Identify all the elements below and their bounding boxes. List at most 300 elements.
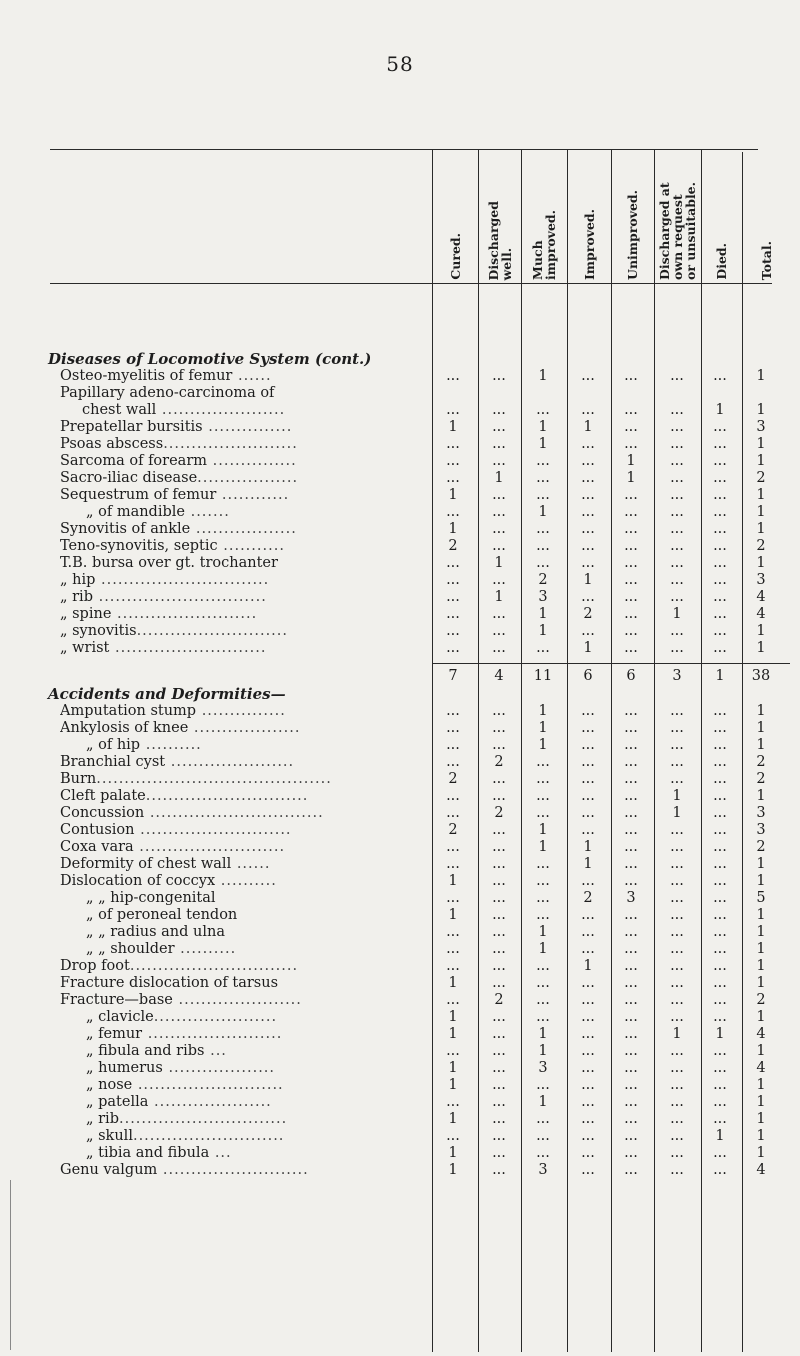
cell-discharged_request: ... xyxy=(670,1077,684,1093)
cell-unimproved: ... xyxy=(624,368,638,384)
cell-discharged_well: ... xyxy=(492,487,506,503)
cell-much_improved: ... xyxy=(536,958,550,974)
cell-much_improved: ... xyxy=(536,975,550,991)
column-header-cured xyxy=(432,152,478,280)
row-label-text: „ rib xyxy=(86,1111,119,1127)
cell-total: 1 xyxy=(756,1043,766,1059)
leader-dots: ........................... xyxy=(109,640,267,656)
row-label-text: „ „ shoulder xyxy=(86,941,175,957)
cell-discharged_well: ... xyxy=(492,941,506,957)
row-label-text: Sarcoma of forearm xyxy=(60,453,208,469)
cell-unimproved: ... xyxy=(624,589,638,605)
table-row xyxy=(0,521,800,538)
cell-discharged_request: ... xyxy=(670,504,684,520)
cell-unimproved: ... xyxy=(624,521,638,537)
cell-discharged_request: ... xyxy=(670,958,684,974)
cell-discharged_request: ... xyxy=(670,1094,684,1110)
cell-unimproved: ... xyxy=(624,703,638,719)
cell-discharged_well: ... xyxy=(492,419,506,435)
cell-improved: ... xyxy=(581,720,595,736)
cell-unimproved: 1 xyxy=(626,453,636,469)
table-row xyxy=(0,1111,800,1128)
cell-died: ... xyxy=(713,737,727,753)
cell-unimproved: ... xyxy=(624,1060,638,1076)
row-label xyxy=(60,385,430,402)
cell-improved: ... xyxy=(581,822,595,838)
cell-died: ... xyxy=(713,839,727,855)
cell-total: 4 xyxy=(756,1162,766,1178)
cell-cured: ... xyxy=(446,1128,460,1144)
cell-discharged_well: 2 xyxy=(494,754,504,770)
cell-improved: 2 xyxy=(583,606,593,622)
cell-total: 2 xyxy=(756,992,766,1008)
cell-total: 1 xyxy=(756,975,766,991)
cell-total: 3 xyxy=(756,822,766,838)
cell-cured: 1 xyxy=(448,1060,458,1076)
cell-unimproved: ... xyxy=(624,436,638,452)
cell-improved: ... xyxy=(581,737,595,753)
cell-much_improved: ... xyxy=(536,1077,550,1093)
leader-dots: .......... xyxy=(174,941,237,957)
total-much_improved: 11 xyxy=(533,668,553,684)
cell-cured: 1 xyxy=(448,975,458,991)
row-label xyxy=(86,1145,456,1162)
row-label xyxy=(60,839,430,856)
row-label-text: Prepatellar bursitis xyxy=(60,419,203,435)
cell-improved: ... xyxy=(581,703,595,719)
cell-unimproved: ... xyxy=(624,1043,638,1059)
cell-unimproved: ... xyxy=(624,839,638,855)
cell-discharged_well: ... xyxy=(492,1128,506,1144)
cell-much_improved: 1 xyxy=(538,941,548,957)
cell-improved: 1 xyxy=(583,839,593,855)
table-row xyxy=(0,640,800,657)
column-header-discharged_request xyxy=(654,152,701,280)
cell-improved: ... xyxy=(581,453,595,469)
cell-discharged_well: ... xyxy=(492,1060,506,1076)
cell-died: ... xyxy=(713,368,727,384)
cell-discharged_request: ... xyxy=(670,703,684,719)
leader-dots: .......... xyxy=(215,873,277,889)
table-row xyxy=(0,873,800,890)
row-label xyxy=(60,805,430,822)
cell-total: 1 xyxy=(756,1077,766,1093)
cell-died: ... xyxy=(713,890,727,906)
cell-discharged_well: ... xyxy=(492,839,506,855)
cell-improved: ... xyxy=(581,924,595,940)
row-label xyxy=(86,1128,456,1145)
row-label xyxy=(86,1026,456,1043)
row-label-text: T.B. bursa over gt. trochanter xyxy=(60,555,278,571)
row-label-text: Drop foot xyxy=(60,958,130,974)
cell-much_improved: ... xyxy=(536,1009,550,1025)
cell-total: 3 xyxy=(756,419,766,435)
cell-much_improved: ... xyxy=(536,856,550,872)
cell-total: 1 xyxy=(756,521,766,537)
cell-unimproved: ... xyxy=(624,771,638,787)
cell-cured: 2 xyxy=(448,771,458,787)
cell-discharged_well: ... xyxy=(492,572,506,588)
cell-total: 1 xyxy=(756,1128,766,1144)
cell-discharged_request: 1 xyxy=(672,788,682,804)
cell-improved: ... xyxy=(581,1009,595,1025)
cell-discharged_well: ... xyxy=(492,368,506,384)
row-label xyxy=(60,873,430,890)
leader-dots: .............................. xyxy=(95,572,270,588)
leader-dots: ........................ xyxy=(142,1026,283,1042)
row-label xyxy=(86,1009,456,1026)
cell-improved: 1 xyxy=(583,856,593,872)
row-label xyxy=(60,720,430,737)
cell-improved: ... xyxy=(581,1077,595,1093)
cell-total: 3 xyxy=(756,572,766,588)
cell-discharged_well: ... xyxy=(492,856,506,872)
cell-died: ... xyxy=(713,538,727,554)
table-row xyxy=(0,589,800,606)
cell-cured: ... xyxy=(446,703,460,719)
cell-unimproved: ... xyxy=(624,873,638,889)
row-label-text: „ humerus xyxy=(86,1060,163,1076)
table-row xyxy=(0,754,800,771)
section-title: Diseases of Locomotive System (cont.) xyxy=(48,350,372,368)
cell-died: ... xyxy=(713,1043,727,1059)
cell-died: ... xyxy=(713,606,727,622)
row-label xyxy=(86,1077,456,1094)
cell-unimproved: ... xyxy=(624,419,638,435)
cell-discharged_request: ... xyxy=(670,521,684,537)
cell-total: 2 xyxy=(756,538,766,554)
leader-dots: ............................... xyxy=(144,805,324,821)
cell-total: 1 xyxy=(756,856,766,872)
cell-died: ... xyxy=(713,1077,727,1093)
cell-improved: 1 xyxy=(583,572,593,588)
cell-discharged_request: ... xyxy=(670,771,684,787)
column-header-label: Total. xyxy=(758,240,774,280)
cell-total: 4 xyxy=(756,1026,766,1042)
cell-total: 1 xyxy=(756,487,766,503)
cell-unimproved: ... xyxy=(624,907,638,923)
row-label-text: Branchial cyst xyxy=(60,754,166,770)
row-label xyxy=(86,941,456,958)
row-label-text: „ femur xyxy=(86,1026,143,1042)
cell-unimproved: ... xyxy=(624,856,638,872)
row-label xyxy=(60,487,430,504)
table-row xyxy=(0,385,800,402)
total-improved: 6 xyxy=(583,668,593,684)
leader-dots: .................. xyxy=(197,470,299,486)
table-row xyxy=(0,703,800,720)
cell-discharged_request: ... xyxy=(670,1060,684,1076)
cell-cured: ... xyxy=(446,737,460,753)
table-row xyxy=(0,1060,800,1077)
row-label xyxy=(60,1162,430,1179)
cell-much_improved: 1 xyxy=(538,720,548,736)
cell-cured: ... xyxy=(446,924,460,940)
cell-improved: ... xyxy=(581,1026,595,1042)
cell-cured: ... xyxy=(446,453,460,469)
cell-discharged_well: ... xyxy=(492,737,506,753)
row-label-text: „ patella xyxy=(86,1094,149,1110)
leader-dots: ...................... xyxy=(156,402,286,418)
leader-dots: ...................... xyxy=(165,754,295,770)
cell-died: ... xyxy=(713,504,727,520)
row-label xyxy=(60,470,430,487)
cell-improved: 1 xyxy=(583,958,593,974)
cell-much_improved: ... xyxy=(536,890,550,906)
cell-unimproved: ... xyxy=(624,1026,638,1042)
row-label-text: „ nose xyxy=(86,1077,133,1093)
cell-unimproved: ... xyxy=(624,720,638,736)
cell-total: 1 xyxy=(756,737,766,753)
cell-discharged_request: ... xyxy=(670,419,684,435)
table-row xyxy=(0,1026,800,1043)
leader-dots: .......................... xyxy=(132,1077,284,1093)
cell-much_improved: 1 xyxy=(538,504,548,520)
cell-discharged_request: ... xyxy=(670,572,684,588)
table-row xyxy=(0,572,800,589)
cell-much_improved: 1 xyxy=(538,737,548,753)
cell-died: ... xyxy=(713,1162,727,1178)
cell-unimproved: ... xyxy=(624,1111,638,1127)
table-row xyxy=(0,623,800,640)
leader-dots: ........................... xyxy=(136,623,289,639)
cell-much_improved: 3 xyxy=(538,1162,548,1178)
cell-cured: 1 xyxy=(448,1162,458,1178)
row-label xyxy=(82,402,452,419)
cell-died: ... xyxy=(713,589,727,605)
cell-improved: ... xyxy=(581,771,595,787)
cell-much_improved: ... xyxy=(536,640,550,656)
cell-cured: ... xyxy=(446,720,460,736)
row-label-text: Dislocation of coccyx xyxy=(60,873,216,889)
cell-cured: ... xyxy=(446,504,460,520)
leader-dots: ........................... xyxy=(134,822,292,838)
cell-unimproved: ... xyxy=(624,487,638,503)
column-header-label: Discharged at own request or unsuitable. xyxy=(657,182,698,280)
total-discharged_request: 3 xyxy=(672,668,682,684)
cell-discharged_well: ... xyxy=(492,822,506,838)
table-row xyxy=(0,771,800,788)
cell-cured: 1 xyxy=(448,419,458,435)
table-row xyxy=(0,555,800,572)
leader-dots: ...... xyxy=(232,368,272,384)
cell-died: ... xyxy=(713,470,727,486)
cell-discharged_request: ... xyxy=(670,975,684,991)
leader-dots: .................. xyxy=(190,521,297,537)
cell-died: ... xyxy=(713,436,727,452)
cell-unimproved: ... xyxy=(624,504,638,520)
cell-improved: ... xyxy=(581,368,595,384)
cell-unimproved: ... xyxy=(624,1094,638,1110)
cell-discharged_well: ... xyxy=(492,521,506,537)
cell-died: ... xyxy=(713,419,727,435)
cell-discharged_request: ... xyxy=(670,1009,684,1025)
table-row xyxy=(0,890,800,907)
row-label xyxy=(60,703,430,720)
row-label xyxy=(60,754,430,771)
cell-discharged_well: 1 xyxy=(494,470,504,486)
cell-discharged_request: ... xyxy=(670,368,684,384)
cell-cured: 1 xyxy=(448,1111,458,1127)
leader-dots: .......................................... xyxy=(96,771,332,787)
cell-total: 1 xyxy=(756,1094,766,1110)
cell-improved: ... xyxy=(581,504,595,520)
column-header-label: Improved. xyxy=(581,208,597,280)
cell-cured: ... xyxy=(446,589,460,605)
cell-died: ... xyxy=(713,958,727,974)
column-header-label: Cured. xyxy=(447,233,463,280)
cell-died: ... xyxy=(713,487,727,503)
cell-cured: 1 xyxy=(448,1026,458,1042)
cell-much_improved: ... xyxy=(536,538,550,554)
table-row xyxy=(0,975,800,992)
table-row xyxy=(0,1009,800,1026)
cell-unimproved: ... xyxy=(624,737,638,753)
table-row xyxy=(0,992,800,1009)
cell-died: ... xyxy=(713,822,727,838)
row-label-text: Fracture—base xyxy=(60,992,173,1008)
cell-died: ... xyxy=(713,1009,727,1025)
cell-discharged_request: ... xyxy=(670,487,684,503)
leader-dots: ........................... xyxy=(132,1128,285,1144)
table-row xyxy=(0,822,800,839)
cell-discharged_well: ... xyxy=(492,703,506,719)
leader-dots: ................... xyxy=(162,1060,276,1076)
total-total: 38 xyxy=(751,668,771,684)
row-label xyxy=(86,1111,456,1128)
cell-discharged_well: 2 xyxy=(494,805,504,821)
row-label xyxy=(86,737,456,754)
leader-dots: ... xyxy=(204,1043,227,1059)
row-label-text: Teno-synovitis, septic xyxy=(60,538,218,554)
leader-dots: ........... xyxy=(217,538,285,554)
cell-cured: 1 xyxy=(448,1009,458,1025)
cell-much_improved: 1 xyxy=(538,1094,548,1110)
row-label xyxy=(60,975,430,992)
cell-discharged_request: ... xyxy=(670,737,684,753)
row-label-text: Coxa vara xyxy=(60,839,134,855)
cell-improved: 2 xyxy=(583,890,593,906)
cell-unimproved: ... xyxy=(624,1162,638,1178)
cell-discharged_well: ... xyxy=(492,538,506,554)
cell-total: 3 xyxy=(756,805,766,821)
cell-discharged_request: ... xyxy=(670,822,684,838)
cell-discharged_well: 1 xyxy=(494,555,504,571)
table-row xyxy=(0,737,800,754)
cell-discharged_well: ... xyxy=(492,1145,506,1161)
cell-died: ... xyxy=(713,1060,727,1076)
cell-much_improved: ... xyxy=(536,805,550,821)
cell-cured: ... xyxy=(446,606,460,622)
table-row xyxy=(0,538,800,555)
leader-dots: ............... xyxy=(207,453,297,469)
cell-cured: 2 xyxy=(448,538,458,554)
cell-unimproved: ... xyxy=(624,754,638,770)
row-label xyxy=(86,907,456,924)
column-header-improved xyxy=(567,152,611,280)
cell-much_improved: 2 xyxy=(538,572,548,588)
cell-discharged_request: ... xyxy=(670,640,684,656)
leader-dots: ....... xyxy=(184,504,230,520)
cell-discharged_well: ... xyxy=(492,771,506,787)
cell-much_improved: 1 xyxy=(538,822,548,838)
row-label-text: „ „ radius and ulna xyxy=(86,924,225,940)
table-top-rule xyxy=(50,149,758,150)
leader-dots: ......................... xyxy=(111,606,258,622)
row-label xyxy=(60,436,430,453)
row-label-text: „ of peroneal tendon xyxy=(86,907,238,923)
cell-cured: 2 xyxy=(448,822,458,838)
cell-total: 5 xyxy=(756,890,766,906)
row-label xyxy=(60,555,430,572)
table-row xyxy=(0,1145,800,1162)
row-label-text: chest wall xyxy=(82,402,157,418)
row-label-text: Papillary adeno-carcinoma of xyxy=(60,385,275,401)
leader-dots: ................... xyxy=(188,720,301,736)
cell-cured: 1 xyxy=(448,907,458,923)
cell-improved: ... xyxy=(581,1145,595,1161)
cell-cured: ... xyxy=(446,890,460,906)
leader-dots: .......................... xyxy=(157,1162,309,1178)
cell-discharged_request: ... xyxy=(670,402,684,418)
cell-cured: 1 xyxy=(448,487,458,503)
table-row xyxy=(0,1077,800,1094)
cell-improved: ... xyxy=(581,402,595,418)
row-label xyxy=(60,958,430,975)
row-label-text: Amputation stump xyxy=(60,703,197,719)
cell-died: ... xyxy=(713,771,727,787)
column-header-label: Much improved. xyxy=(530,210,558,280)
cell-total: 2 xyxy=(756,839,766,855)
cell-much_improved: 1 xyxy=(538,368,548,384)
cell-unimproved: ... xyxy=(624,788,638,804)
cell-total: 1 xyxy=(756,453,766,469)
cell-unimproved: ... xyxy=(624,538,638,554)
cell-discharged_well: ... xyxy=(492,1094,506,1110)
cell-much_improved: ... xyxy=(536,788,550,804)
cell-discharged_request: 1 xyxy=(672,1026,682,1042)
table-row xyxy=(0,1043,800,1060)
row-label-text: Sacro-iliac disease xyxy=(60,470,198,486)
row-label-text: Deformity of chest wall xyxy=(60,856,232,872)
table-row xyxy=(0,1094,800,1111)
cell-died: ... xyxy=(713,640,727,656)
cell-died: ... xyxy=(713,453,727,469)
cell-cured: 1 xyxy=(448,873,458,889)
row-label-text: „ fibula and ribs xyxy=(86,1043,205,1059)
cell-discharged_request: ... xyxy=(670,1111,684,1127)
cell-discharged_well: ... xyxy=(492,907,506,923)
table-row xyxy=(0,1128,800,1145)
cell-unimproved: ... xyxy=(624,1077,638,1093)
cell-total: 1 xyxy=(756,703,766,719)
leader-dots: ...... xyxy=(231,856,271,872)
cell-cured: ... xyxy=(446,555,460,571)
cell-discharged_request: ... xyxy=(670,873,684,889)
cell-much_improved: 3 xyxy=(538,589,548,605)
table-row xyxy=(0,419,800,436)
row-label-text: Contusion xyxy=(60,822,135,838)
cell-unimproved: ... xyxy=(624,640,638,656)
cell-cured: ... xyxy=(446,754,460,770)
cell-unimproved: 1 xyxy=(626,470,636,486)
cell-unimproved: ... xyxy=(624,1009,638,1025)
cell-unimproved: ... xyxy=(624,606,638,622)
cell-discharged_well: ... xyxy=(492,436,506,452)
cell-total: 1 xyxy=(756,1111,766,1127)
cell-improved: ... xyxy=(581,754,595,770)
cell-died: ... xyxy=(713,754,727,770)
